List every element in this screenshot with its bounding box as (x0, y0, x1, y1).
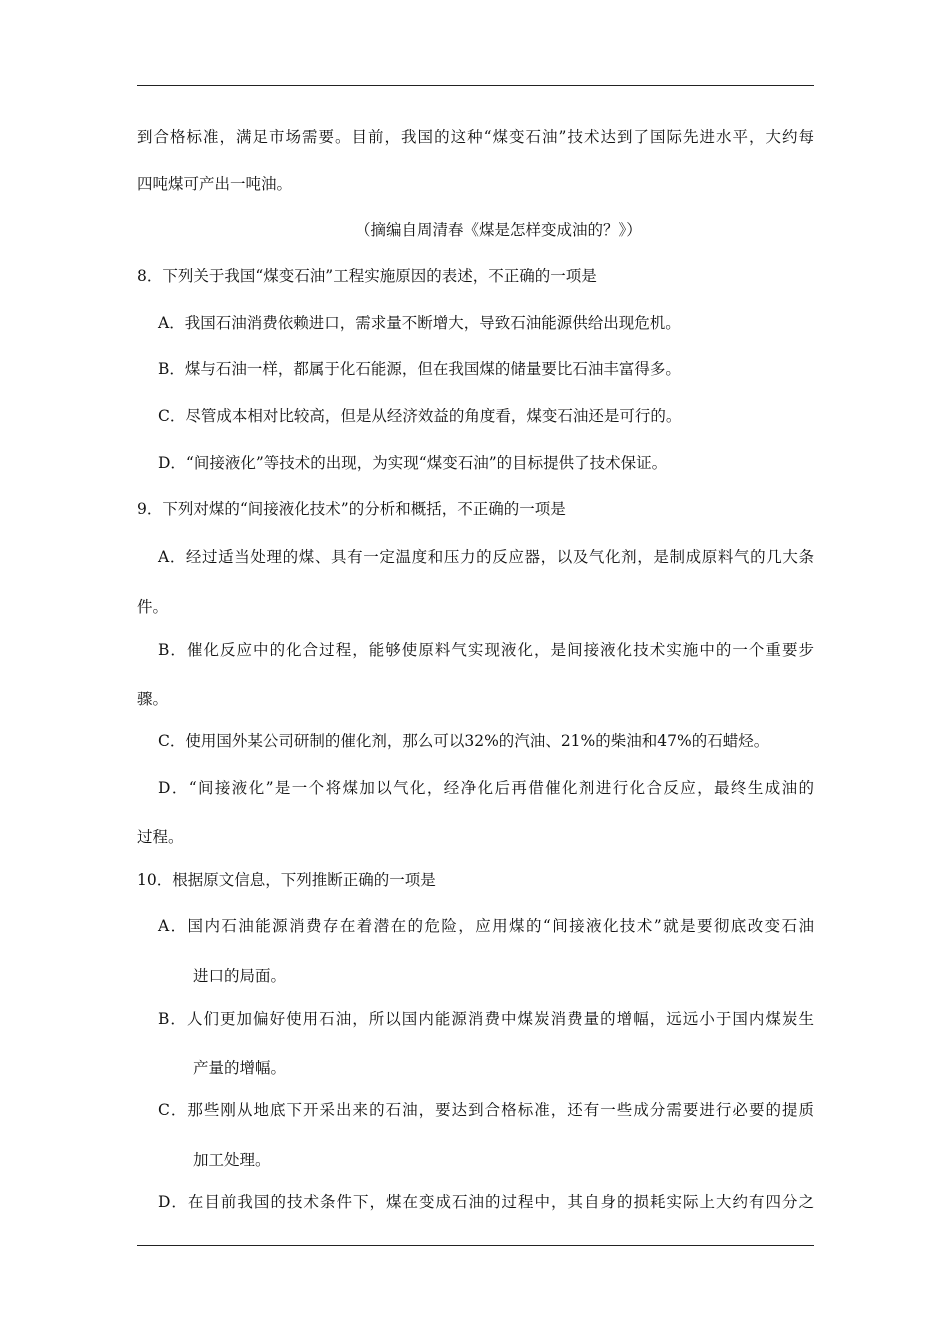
q9-option-a-line-1: A．经过适当处理的煤、具有一定温度和压力的反应器，以及气化剂，是制成原料气的几大条 (158, 548, 814, 566)
q10-option-b-line-2: 产量的增幅。 (193, 1059, 287, 1077)
q9-stem: 9．下列对煤的“间接液化技术”的分析和概括，不正确的一项是 (137, 500, 566, 518)
passage-line-2: 四吨煤可产出一吨油。 (137, 175, 293, 193)
q10-option-a-line-2: 进口的局面。 (193, 967, 287, 985)
q9-option-a-line-2: 件。 (137, 598, 169, 616)
header-rule (137, 85, 814, 86)
q8-stem: 8．下列关于我国“煤变石油”工程实施原因的表述，不正确的一项是 (137, 267, 597, 285)
passage-source: （摘编自周清春《煤是怎样变成油的？》） (355, 221, 642, 239)
q8-option-b: B．煤与石油一样，都属于化石能源，但在我国煤的储量要比石油丰富得多。 (158, 360, 681, 378)
q10-option-b-line-1: B．人们更加偏好使用石油，所以国内能源消费中煤炭消费量的增幅，远远小于国内煤炭生 (158, 1010, 814, 1028)
q8-option-c: C．尽管成本相对比较高，但是从经济效益的角度看，煤变石油还是可行的。 (158, 407, 682, 425)
q10-stem: 10．根据原文信息，下列推断正确的一项是 (137, 871, 436, 889)
footer-rule (137, 1245, 814, 1246)
q10-option-d-line-1: D．在目前我国的技术条件下，煤在变成石油的过程中，其自身的损耗实际上大约有四分之 (158, 1193, 814, 1211)
q9-option-d-line-2: 过程。 (137, 828, 184, 846)
q8-option-a: A．我国石油消费依赖进口，需求量不断增大，导致石油能源供给出现危机。 (158, 314, 681, 332)
q10-option-c-line-2: 加工处理。 (193, 1151, 271, 1169)
q9-option-b-line-2: 骤。 (137, 690, 169, 708)
q9-option-b-line-1: B．催化反应中的化合过程，能够使原料气实现液化，是间接液化技术实施中的一个重要步 (158, 641, 814, 659)
q8-option-d: D．“间接液化”等技术的出现，为实现“煤变石油”的目标提供了技术保证。 (158, 454, 668, 472)
q9-option-d-line-1: D．“间接液化”是一个将煤加以气化，经净化后再借催化剂进行化合反应，最终生成油的 (158, 779, 814, 797)
q9-option-c: C．使用国外某公司研制的催化剂，那么可以32%的汽油、21%的柴油和47%的石蜡烃。 (158, 732, 770, 750)
q10-option-a-line-1: A．国内石油能源消费存在着潜在的危险，应用煤的“间接液化技术”就是要彻底改变石油 (158, 917, 814, 935)
passage-line-1: 到合格标准，满足市场需要。目前，我国的这种“煤变石油”技术达到了国际先进水平，大约每 (137, 128, 814, 146)
q10-option-c-line-1: C．那些刚从地底下开采出来的石油，要达到合格标准，还有一些成分需要进行必要的提质 (158, 1101, 814, 1119)
